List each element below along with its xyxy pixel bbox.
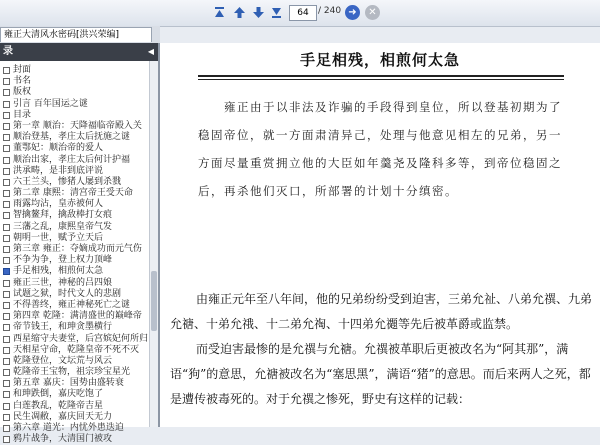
toc-item-label: 手足相残，相煎何太急	[13, 266, 104, 277]
toc-item-label: 第二章 康熙：清宫帝王受天命	[13, 188, 133, 199]
toc-item[interactable]	[0, 132, 150, 143]
previous-page-button[interactable]	[231, 4, 248, 21]
page-icon	[3, 380, 10, 387]
page-icon	[3, 78, 10, 85]
page-icon	[3, 324, 10, 331]
last-page-icon	[270, 6, 283, 19]
document-tab[interactable]: 雍正大清风水密码[洪兴荣编]	[0, 27, 152, 42]
title-divider	[198, 75, 564, 77]
page-icon	[3, 201, 10, 208]
toc-item-label: 封面	[13, 65, 32, 75]
toc-item[interactable]	[0, 289, 150, 300]
page-icon	[3, 168, 10, 175]
sidebar-header	[0, 43, 158, 61]
toc-item-label: 第一章 顺治：天降福临帝殿入关	[13, 120, 142, 131]
toc-item[interactable]	[0, 188, 150, 199]
toc-item-label: 试题之狱，时代文人的悲剧	[13, 288, 122, 299]
toc-item[interactable]	[0, 244, 150, 255]
page-icon	[3, 291, 10, 298]
toc-item[interactable]	[0, 434, 150, 445]
page-icon	[3, 302, 10, 309]
toc-item-label: 第三章 雍正：夺嫡成功而元气伤	[13, 244, 142, 254]
toc-item[interactable]	[0, 378, 150, 389]
toc-item-label: 洪承畴，是非到底评说	[13, 165, 104, 176]
toc-item-label: 白莲教乱，乾隆帝吉星	[13, 400, 104, 411]
reader-toolbar	[0, 0, 600, 27]
toc-item-label: 六王兰头，惨猪人屡到杀戮	[13, 176, 122, 187]
toc-item-label: 版权	[13, 87, 32, 98]
page-icon	[3, 257, 10, 264]
title-divider-thin	[198, 79, 564, 80]
arrow-down-icon	[252, 6, 265, 19]
page-icon	[3, 336, 10, 343]
document-page	[160, 43, 600, 427]
page-icon	[3, 391, 10, 398]
toc-item-label: 不争为争，登上权力顶峰	[13, 255, 113, 266]
chapter-title: 手足相残，相煎何太急	[299, 51, 460, 69]
toc-item[interactable]	[0, 356, 150, 367]
toc-item-label: 朝明一世，赋予立天后	[13, 232, 104, 243]
page-icon	[3, 212, 10, 219]
toc-item[interactable]	[0, 412, 150, 423]
toc-sidebar	[0, 43, 160, 445]
toc-item-label: 乾隆帝王宝物，祖宗珍宝星光	[13, 367, 131, 378]
page-icon	[3, 179, 10, 186]
toc-item[interactable]	[0, 278, 150, 289]
go-arrow-icon: ➜	[348, 7, 357, 18]
page-icon	[3, 157, 10, 164]
toc-item[interactable]	[0, 143, 150, 154]
toc-item[interactable]	[0, 87, 150, 98]
last-page-button[interactable]	[268, 4, 285, 21]
toc-item-label: 目录	[13, 109, 32, 120]
close-icon: ✕	[368, 7, 377, 18]
page-icon	[3, 280, 10, 287]
page-icon	[3, 403, 10, 410]
toc-item-label: 雨露均沾，皇赤被何人	[13, 199, 104, 210]
page-icon	[3, 358, 10, 365]
toc-item-label: 三藩之乱，康熙皇帝气发	[13, 221, 113, 232]
page-icon	[3, 436, 10, 443]
toc-item-label: 鸦片战争，大清国门被攻	[13, 434, 113, 445]
page-icon	[3, 89, 10, 96]
next-page-button[interactable]	[250, 4, 267, 21]
sidebar-scrollbar[interactable]	[149, 61, 158, 427]
sidebar-title: 录	[3, 46, 13, 57]
body-paragraph-2: 而受迫害最惨的是允禩与允禟。允禩被革职后更被改名为“阿其那”，满语“狗”的意思，允禟被改名为“塞思黑”，满语“猪”的意思。而后来两人之死，都是遭传被毒死的。对于允禩之惨死，野史有这样的记载：	[170, 342, 591, 406]
toc-item[interactable]	[0, 266, 150, 277]
page-number-input[interactable]	[289, 5, 317, 21]
toc-item[interactable]	[0, 222, 150, 233]
page-icon	[3, 145, 10, 152]
page-icon	[3, 134, 10, 141]
toc-item-label: 雍正三世，神秘的吕四娘	[13, 277, 113, 288]
stop-button[interactable]	[365, 5, 380, 20]
toc-item-label: 董鄂妃：顺治帝的爱人	[13, 143, 104, 154]
arrow-up-icon	[233, 6, 246, 19]
page-icon	[3, 425, 10, 432]
toc-item-label: 第六章 道光：内忧外患迭迫	[13, 423, 124, 433]
toc-item-label: 帝节钱王，和珅贪墨横行	[13, 322, 113, 333]
scrollbar-thumb[interactable]	[151, 271, 157, 331]
toc-item[interactable]	[0, 65, 150, 76]
page-icon	[3, 246, 10, 253]
toc-item-label: 顺治登基，孝庄太后抚施之谜	[13, 132, 131, 143]
page-icon	[3, 313, 10, 320]
toc-item[interactable]	[0, 334, 150, 345]
body-paragraph-1: 由雍正元年至八年间，他的兄弟纷纷受到迫害，三弟允祉、八弟允禩、九弟允禟、十弟允䄉、十二弟允祹、十四弟允禵等先后被革爵或监禁。	[170, 292, 593, 331]
toc-item[interactable]	[0, 199, 150, 210]
page-icon	[3, 190, 10, 197]
toc-item-label: 第五章 嘉庆：国势由盛转衰	[13, 378, 124, 389]
toc-item[interactable]	[0, 99, 150, 110]
page-icon	[3, 101, 10, 108]
page-icon	[3, 268, 10, 275]
page-icon	[3, 112, 10, 119]
intro-quote: 雍正由于以非法及诈骗的手段得到皇位，所以登基初期为了稳固帝位，就一方面肃清异己，处理与他意见相左的兄弟，另一方面尽量重赏拥立他的大臣如年羹尧及隆科多等，到帝位稳固之后，再杀他们灭口，所部署的计划十分缜密。	[198, 100, 562, 198]
toc-item-label: 乾隆登位，文坛荒与风云	[13, 355, 113, 366]
page-icon	[3, 414, 10, 421]
first-page-button[interactable]	[211, 4, 228, 21]
collapse-left-icon[interactable]: ◀	[147, 47, 154, 56]
toc-item-label: 第四章 乾隆：满清盛世的巅峰帝	[13, 311, 142, 322]
toc-item[interactable]	[0, 166, 150, 177]
toc-item-label: 引言 百年国运之谜	[13, 98, 88, 109]
toc-item-label: 民生凋敝，嘉庆回天无力	[13, 411, 113, 422]
toc-item[interactable]	[0, 367, 150, 378]
page-icon	[3, 224, 10, 231]
page-icon	[3, 369, 10, 376]
toc-item[interactable]	[0, 233, 150, 244]
toc-item[interactable]	[0, 76, 150, 87]
toc-item-label: 智擒鳌拜，擒敌棒打女痕	[13, 210, 113, 221]
toc-item-label: 书名	[13, 76, 32, 87]
toc-item-label: 不得善终，雍正神秘死亡之谜	[13, 299, 131, 310]
page-icon	[3, 67, 10, 74]
page-icon	[3, 235, 10, 242]
toc-item-label: 顺治出家，孝庄太后何计护福	[13, 154, 131, 165]
toc-item[interactable]	[0, 255, 150, 266]
body-text	[170, 287, 594, 412]
toc-item[interactable]	[0, 110, 150, 121]
toc-item-label: 和珅跌倒，嘉庆吃饱了	[13, 389, 104, 400]
toc-item[interactable]	[0, 423, 150, 434]
go-button[interactable]	[345, 5, 360, 20]
toc-item[interactable]	[0, 300, 150, 311]
toc-item[interactable]	[0, 389, 150, 400]
page-total-label: / 240	[318, 6, 342, 16]
toc-item-label: 天相星守命，乾隆皇帝不死不灭	[13, 344, 140, 355]
toc-item[interactable]	[0, 177, 150, 188]
toc-list	[0, 65, 150, 445]
toc-item-label: 西星缩守夫妻堂，后宫嫔妃何所归	[13, 333, 149, 344]
first-page-icon	[213, 6, 226, 19]
toc-item[interactable]	[0, 155, 150, 166]
toc-item[interactable]	[0, 345, 150, 356]
document-tabstrip	[0, 26, 160, 43]
toc-item[interactable]	[0, 121, 150, 132]
toc-item[interactable]	[0, 322, 150, 333]
page-icon	[3, 347, 10, 354]
toc-item[interactable]	[0, 401, 150, 412]
toc-item[interactable]	[0, 210, 150, 221]
toc-item[interactable]	[0, 311, 150, 322]
page-icon	[3, 123, 10, 130]
